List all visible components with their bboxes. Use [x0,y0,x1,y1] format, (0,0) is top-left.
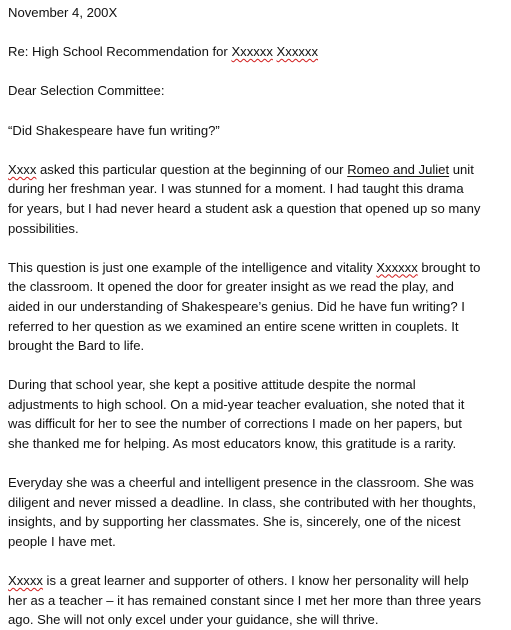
paragraph-line: Everyday she was a cheerful and intelligent presence in the classroom. She was [8,475,474,491]
text-run: asked this particular question at the beginning of our [36,161,348,177]
blank-line [8,101,508,121]
student-name: Xxxxx [8,573,43,589]
paragraph-line: During that school year, she kept a positive attitude despite the normal [8,377,416,393]
text-run: is a great learner and supporter of others. I know her personality will help [42,573,469,589]
blank-line [8,140,508,160]
student-name: Xxxxxx [376,259,418,275]
subject-line [8,42,508,62]
paragraph-line: for years, but I had never heard a student ask a question that opened up so many [8,200,481,216]
paragraph-line: was difficult for her to see the number of corrections I made on her papers, but [8,416,462,432]
blank-line [8,62,508,82]
opening-quote: “Did Shakespeare have fun writing?” [8,122,220,138]
paragraph-line: possibilities. [8,220,79,236]
blank-line [8,454,508,474]
paragraph-line: she thanked me for helping. As most educators know, this gratitude is a rarity. [8,436,457,452]
paragraph-line: adjustments to high school. On a mid-year teacher evaluation, she noted that it [8,396,465,412]
text-run: This question is just one example of the intelligence and vitality [8,259,377,275]
blank-line [8,552,508,572]
paragraph-line: brought the Bard to life. [8,338,145,354]
paragraph-line: diligent and never missed a deadline. In class, she contributed with her thoughts, [8,494,477,510]
paragraph-line [8,160,508,180]
text-run: brought to [417,259,481,275]
play-title: Romeo and Juliet [347,161,450,177]
blank-line [8,356,508,376]
subject-name-last: Xxxxxx [276,44,319,60]
paragraph-line [8,258,508,278]
paragraph-line: people I have met. [8,534,116,550]
paragraph-3 [8,375,508,453]
paragraph-5 [8,571,508,630]
blank-line [8,23,508,43]
paragraph-line: insights, and by supporting her classmates. She is, sincerely, one of the nicest [8,514,461,530]
blank-line [8,238,508,258]
paragraph-line: during her freshman year. I was stunned for a moment. I had taught this drama [8,181,464,197]
salutation: Dear Selection Committee: [8,83,165,99]
paragraph-line: her as a teacher – it has remained constant since I met her more than three years [8,592,482,608]
paragraph-line: ago. She will not only excel under your guidance, she will thrive. [8,612,379,628]
student-name: Xxxx [8,161,37,177]
paragraph-line [8,571,508,591]
paragraph-4 [8,473,508,551]
paragraph-1 [8,160,508,238]
text-run: unit [449,161,474,177]
letter-document [8,3,508,630]
paragraph-line: the classroom. It opened the door for greater insight as we read the play, and [8,279,454,295]
subject-prefix: Re: High School Recommendation for [8,44,232,60]
paragraph-2 [8,258,508,356]
paragraph-line: referred to her question as we examined an entire scene written in couplets. It [8,318,459,334]
letter-date: November 4, 200X [8,5,118,20]
paragraph-line: aided in our understanding of Shakespeare’s genius. Did he have fun writing? I [8,298,465,314]
subject-name-first: Xxxxxx [231,44,273,60]
